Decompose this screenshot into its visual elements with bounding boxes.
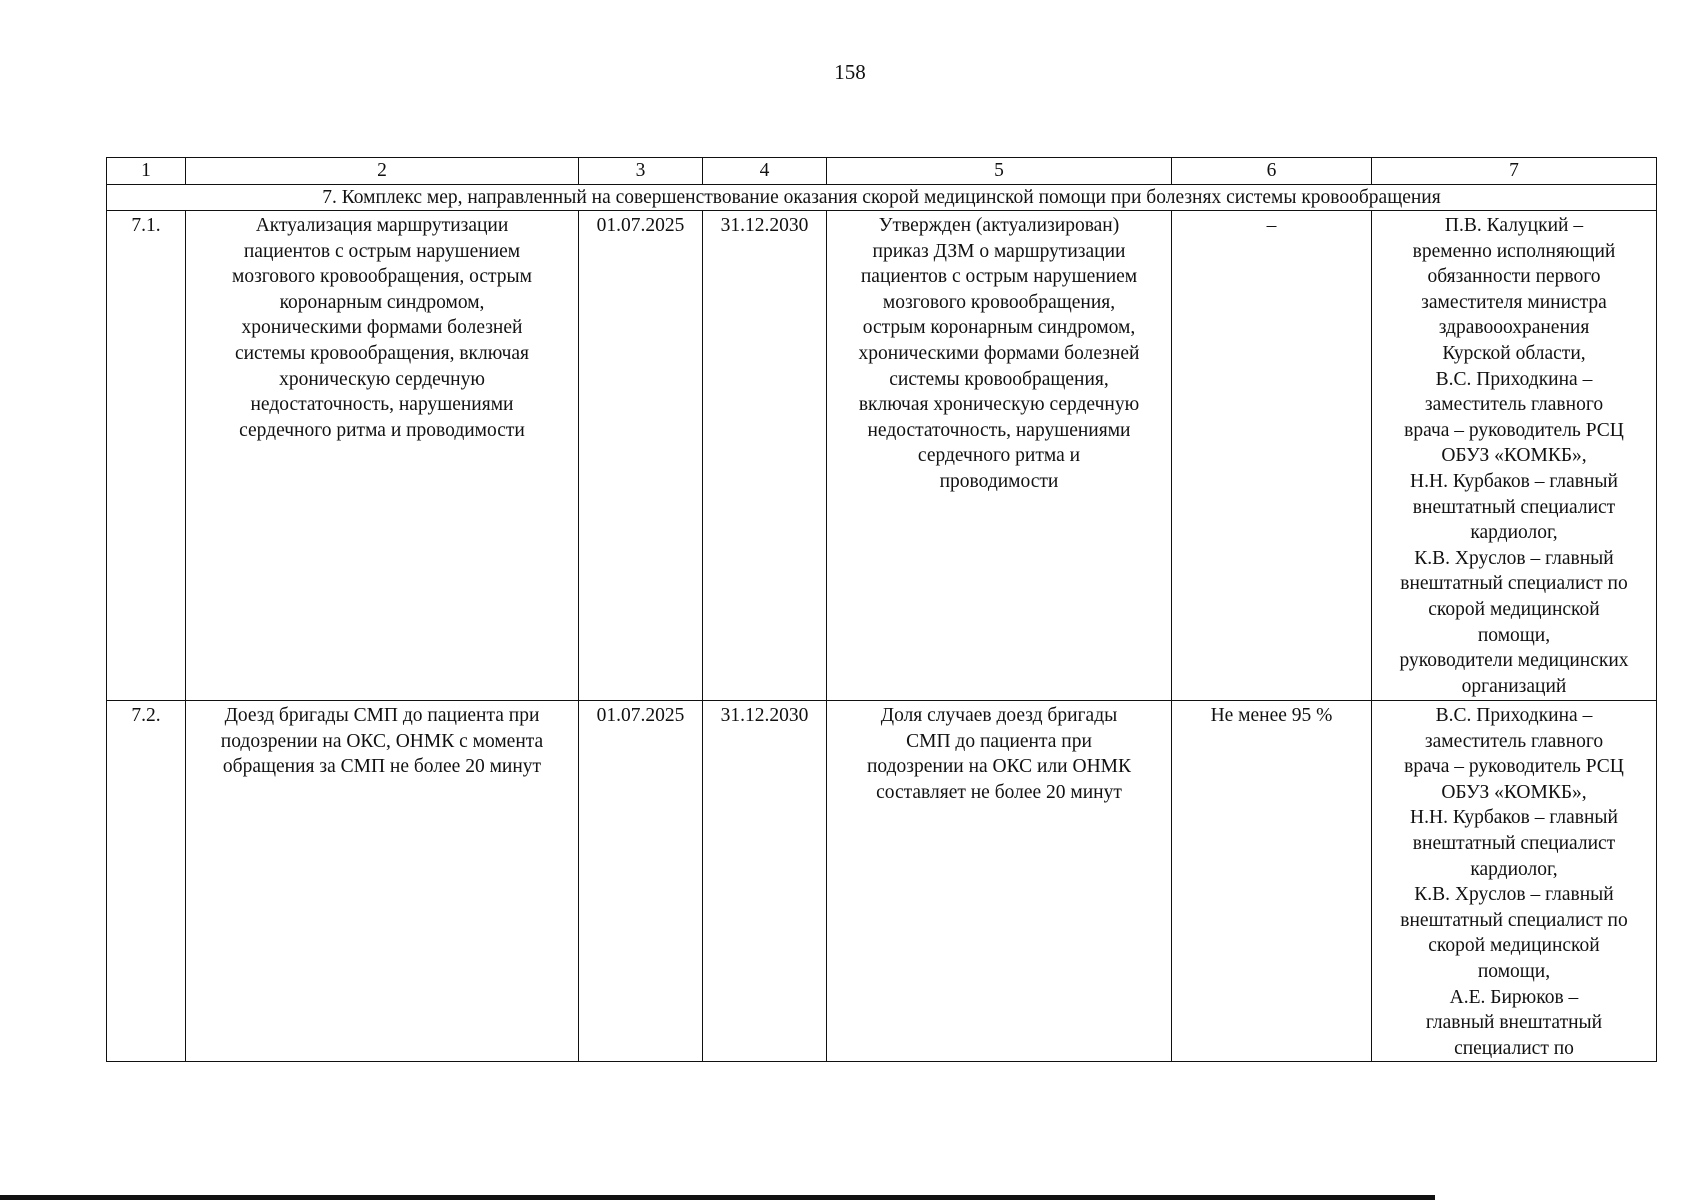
indicator-cell: – xyxy=(1172,211,1372,701)
scan-edge-bar xyxy=(0,1195,1435,1200)
column-number-cell: 2 xyxy=(186,158,579,185)
start-date-cell: 01.07.2025 xyxy=(579,211,703,701)
start-date-cell: 01.07.2025 xyxy=(579,701,703,1062)
end-date-cell: 31.12.2030 xyxy=(703,211,827,701)
result-cell: Утвержден (актуализирован) приказ ДЗМ о маршрутизации пациентов с острым нарушением мозгового кровообращения, острым коронарным синдромом, хроническими формами болезней системы кровообращения, включая хроническую сердечную недостаточность, нарушениями сердечного ритма и проводимости xyxy=(827,211,1172,701)
column-number-cell: 3 xyxy=(579,158,703,185)
section-heading-row xyxy=(107,185,1657,211)
measures-table xyxy=(106,157,1657,1062)
column-number-cell: 4 xyxy=(703,158,827,185)
end-date-cell: 31.12.2030 xyxy=(703,701,827,1062)
item-number-cell: 7.2. xyxy=(107,701,186,1062)
responsible-cell: П.В. Калуцкий – временно исполняющий обязанности первого заместителя министра здравооохранения Курской области, В.С. Приходкина – заместитель главного врача – руководитель РСЦ ОБУЗ «КОМКБ», Н.Н. Курбаков – главный внештатный специалист кардиолог, К.В. Хруслов – главный внештатный специалист по скорой медицинской помощи, руководители медицинских организаций xyxy=(1372,211,1657,701)
column-number-cell: 6 xyxy=(1172,158,1372,185)
measure-cell: Доезд бригады СМП до пациента при подозрении на ОКС, ОНМК с момента обращения за СМП не более 20 минут xyxy=(186,701,579,1062)
column-number-row xyxy=(107,158,1657,185)
column-number-cell: 5 xyxy=(827,158,1172,185)
responsible-cell: В.С. Приходкина – заместитель главного врача – руководитель РСЦ ОБУЗ «КОМКБ», Н.Н. Курбаков – главный внештатный специалист кардиолог, К.В. Хруслов – главный внештатный специалист по скорой медицинской помощи, А.Е. Бирюков – главный внештатный специалист по xyxy=(1372,701,1657,1062)
indicator-cell: Не менее 95 % xyxy=(1172,701,1372,1062)
table-row xyxy=(107,701,1657,1062)
column-number-cell: 7 xyxy=(1372,158,1657,185)
measure-cell: Актуализация маршрутизации пациентов с острым нарушением мозгового кровообращения, острым коронарным синдромом, хроническими формами болезней системы кровообращения, включая хроническую сердечную недостаточность, нарушениями сердечного ритма и проводимости xyxy=(186,211,579,701)
section-title: 7. Комплекс мер, направленный на совершенствование оказания скорой медицинской помощи при болезнях системы кровообращения xyxy=(107,185,1657,211)
result-cell: Доля случаев доезд бригады СМП до пациента при подозрении на ОКС или ОНМК составляет не более 20 минут xyxy=(827,701,1172,1062)
page-number: 158 xyxy=(834,60,866,84)
table-row xyxy=(107,211,1657,701)
item-number-cell: 7.1. xyxy=(107,211,186,701)
column-number-cell: 1 xyxy=(107,158,186,185)
